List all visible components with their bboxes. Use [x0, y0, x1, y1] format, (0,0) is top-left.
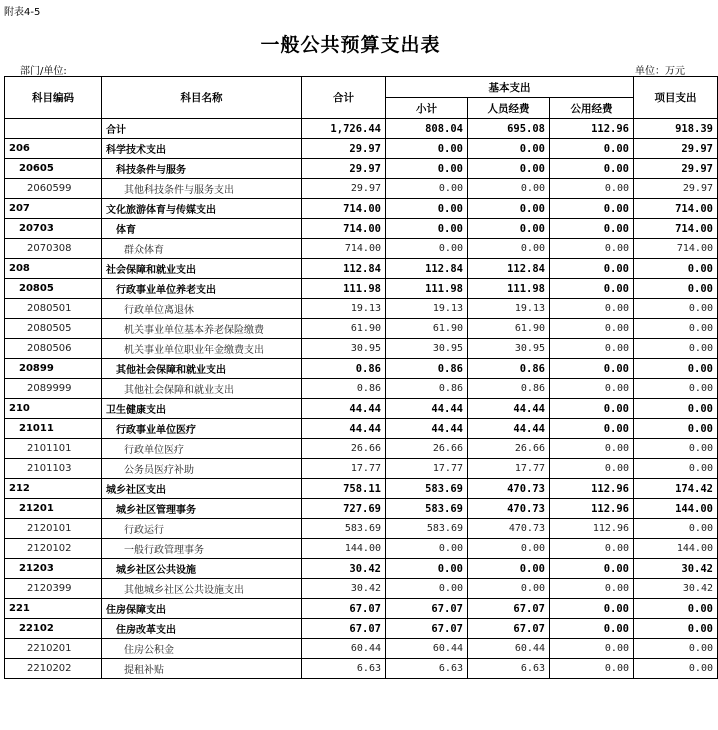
cell-name: 体育 [102, 219, 302, 239]
cell-code: 22102 [5, 619, 102, 639]
cell-subtotal: 583.69 [386, 479, 468, 499]
cell-name: 其他社会保障和就业支出 [102, 359, 302, 379]
cell-name: 城乡社区管理事务 [102, 499, 302, 519]
cell-project: 0.00 [634, 459, 718, 479]
unit-label: 单位：万元 [635, 66, 685, 77]
header-subtotal: 小计 [386, 98, 468, 119]
cell-total: 112.84 [302, 259, 386, 279]
cell-name: 机关事业单位职业年金缴费支出 [102, 339, 302, 359]
cell-subtotal: 30.95 [386, 339, 468, 359]
cell-total: 30.42 [302, 559, 386, 579]
cell-public: 0.00 [550, 439, 634, 459]
cell-total: 727.69 [302, 499, 386, 519]
table-row [5, 559, 718, 579]
cell-project: 0.00 [634, 599, 718, 619]
cell-code: 20899 [5, 359, 102, 379]
cell-total: 29.97 [302, 159, 386, 179]
cell-project: 0.00 [634, 519, 718, 539]
cell-name: 社会保障和就业支出 [102, 259, 302, 279]
cell-subtotal: 60.44 [386, 639, 468, 659]
cell-name: 卫生健康支出 [102, 399, 302, 419]
cell-total: 29.97 [302, 179, 386, 199]
cell-public: 0.00 [550, 139, 634, 159]
cell-name: 群众体育 [102, 239, 302, 259]
cell-personnel: 17.77 [468, 459, 550, 479]
cell-subtotal: 61.90 [386, 319, 468, 339]
cell-code: 207 [5, 199, 102, 219]
cell-public: 0.00 [550, 359, 634, 379]
cell-personnel: 0.00 [468, 159, 550, 179]
cell-public: 0.00 [550, 259, 634, 279]
table-row [5, 419, 718, 439]
cell-code: 2080506 [5, 339, 102, 359]
cell-name: 文化旅游体育与传媒支出 [102, 199, 302, 219]
cell-name: 其他社会保障和就业支出 [102, 379, 302, 399]
table-row [5, 339, 718, 359]
cell-subtotal: 0.86 [386, 379, 468, 399]
cell-subtotal: 0.00 [386, 219, 468, 239]
cell-public: 0.00 [550, 219, 634, 239]
cell-project: 0.00 [634, 619, 718, 639]
cell-code: 20805 [5, 279, 102, 299]
header-name: 科目名称 [102, 77, 302, 119]
cell-personnel: 44.44 [468, 399, 550, 419]
cell-total: 111.98 [302, 279, 386, 299]
cell-public: 0.00 [550, 559, 634, 579]
table-row [5, 139, 718, 159]
cell-name: 行政单位医疗 [102, 439, 302, 459]
annex-label: 附表4-5 [4, 7, 41, 18]
cell-total: 67.07 [302, 599, 386, 619]
cell-total: 758.11 [302, 479, 386, 499]
cell-code: 212 [5, 479, 102, 499]
cell-personnel: 0.86 [468, 379, 550, 399]
cell-name: 公务员医疗补助 [102, 459, 302, 479]
table-row [5, 639, 718, 659]
page-title: 一般公共预算支出表 [260, 34, 441, 56]
cell-total: 144.00 [302, 539, 386, 559]
cell-subtotal: 0.00 [386, 139, 468, 159]
cell-project: 0.00 [634, 279, 718, 299]
cell-code: 210 [5, 399, 102, 419]
cell-total: 714.00 [302, 219, 386, 239]
cell-total: 30.95 [302, 339, 386, 359]
table-row [5, 259, 718, 279]
table-row [5, 239, 718, 259]
cell-personnel: 111.98 [468, 279, 550, 299]
cell-public: 0.00 [550, 659, 634, 679]
table-row [5, 459, 718, 479]
cell-code: 2080501 [5, 299, 102, 319]
table-row [5, 499, 718, 519]
table-row [5, 539, 718, 559]
cell-personnel: 470.73 [468, 519, 550, 539]
cell-public: 112.96 [550, 119, 634, 139]
department-label: 部门/单位: [20, 66, 67, 77]
cell-name: 其他科技条件与服务支出 [102, 179, 302, 199]
cell-name: 行政单位离退休 [102, 299, 302, 319]
cell-code: 2080505 [5, 319, 102, 339]
cell-public: 0.00 [550, 619, 634, 639]
table-row [5, 519, 718, 539]
cell-public: 112.96 [550, 499, 634, 519]
cell-public: 0.00 [550, 579, 634, 599]
cell-project: 714.00 [634, 239, 718, 259]
cell-name: 机关事业单位基本养老保险缴费 [102, 319, 302, 339]
cell-public: 0.00 [550, 159, 634, 179]
budget-table [4, 76, 718, 679]
header-personnel: 人员经费 [468, 98, 550, 119]
cell-public: 0.00 [550, 319, 634, 339]
cell-personnel: 6.63 [468, 659, 550, 679]
cell-project: 918.39 [634, 119, 718, 139]
cell-total: 0.86 [302, 359, 386, 379]
cell-project: 29.97 [634, 139, 718, 159]
table-row [5, 299, 718, 319]
cell-subtotal: 0.86 [386, 359, 468, 379]
cell-public: 0.00 [550, 199, 634, 219]
cell-subtotal: 67.07 [386, 599, 468, 619]
header-project: 项目支出 [634, 77, 718, 119]
cell-personnel: 60.44 [468, 639, 550, 659]
cell-name: 科技条件与服务 [102, 159, 302, 179]
cell-name: 其他城乡社区公共设施支出 [102, 579, 302, 599]
cell-subtotal: 0.00 [386, 559, 468, 579]
table-row [5, 279, 718, 299]
cell-name: 行政事业单位养老支出 [102, 279, 302, 299]
cell-total: 61.90 [302, 319, 386, 339]
cell-public: 0.00 [550, 339, 634, 359]
cell-subtotal: 44.44 [386, 399, 468, 419]
table-row [5, 179, 718, 199]
cell-public: 0.00 [550, 399, 634, 419]
cell-public: 0.00 [550, 459, 634, 479]
cell-personnel: 112.84 [468, 259, 550, 279]
cell-public: 0.00 [550, 539, 634, 559]
cell-personnel: 0.00 [468, 139, 550, 159]
cell-subtotal: 0.00 [386, 579, 468, 599]
cell-subtotal: 583.69 [386, 499, 468, 519]
cell-public: 0.00 [550, 639, 634, 659]
cell-code: 2120399 [5, 579, 102, 599]
cell-personnel: 0.86 [468, 359, 550, 379]
cell-code: 2120101 [5, 519, 102, 539]
cell-project: 30.42 [634, 579, 718, 599]
cell-personnel: 0.00 [468, 559, 550, 579]
cell-project: 0.00 [634, 379, 718, 399]
cell-project: 0.00 [634, 319, 718, 339]
cell-subtotal: 0.00 [386, 179, 468, 199]
cell-subtotal: 44.44 [386, 419, 468, 439]
cell-total: 67.07 [302, 619, 386, 639]
cell-personnel: 470.73 [468, 499, 550, 519]
cell-project: 144.00 [634, 499, 718, 519]
cell-name: 行政运行 [102, 519, 302, 539]
table-row [5, 379, 718, 399]
cell-name: 城乡社区公共设施 [102, 559, 302, 579]
cell-code: 2120102 [5, 539, 102, 559]
table-row [5, 219, 718, 239]
cell-code: 21011 [5, 419, 102, 439]
table-body [5, 119, 718, 679]
cell-personnel: 695.08 [468, 119, 550, 139]
table-row [5, 619, 718, 639]
cell-total: 0.86 [302, 379, 386, 399]
cell-code: 21201 [5, 499, 102, 519]
header-public: 公用经费 [550, 98, 634, 119]
cell-personnel: 0.00 [468, 219, 550, 239]
cell-public: 0.00 [550, 179, 634, 199]
cell-personnel: 470.73 [468, 479, 550, 499]
cell-personnel: 67.07 [468, 619, 550, 639]
cell-subtotal: 111.98 [386, 279, 468, 299]
cell-personnel: 61.90 [468, 319, 550, 339]
cell-code: 21203 [5, 559, 102, 579]
cell-subtotal: 67.07 [386, 619, 468, 639]
cell-project: 29.97 [634, 159, 718, 179]
cell-subtotal: 0.00 [386, 539, 468, 559]
cell-code: 20703 [5, 219, 102, 239]
cell-project: 714.00 [634, 199, 718, 219]
cell-subtotal: 19.13 [386, 299, 468, 319]
cell-project: 0.00 [634, 439, 718, 459]
cell-code: 2101101 [5, 439, 102, 459]
cell-code: 2210201 [5, 639, 102, 659]
cell-subtotal: 17.77 [386, 459, 468, 479]
cell-total: 60.44 [302, 639, 386, 659]
cell-public: 0.00 [550, 419, 634, 439]
cell-total: 44.44 [302, 399, 386, 419]
cell-personnel: 0.00 [468, 579, 550, 599]
cell-public: 112.96 [550, 519, 634, 539]
table-row [5, 359, 718, 379]
table-row [5, 439, 718, 459]
cell-project: 0.00 [634, 659, 718, 679]
cell-code: 2060599 [5, 179, 102, 199]
cell-personnel: 30.95 [468, 339, 550, 359]
cell-total: 714.00 [302, 199, 386, 219]
cell-project: 0.00 [634, 399, 718, 419]
cell-subtotal: 0.00 [386, 239, 468, 259]
cell-total: 29.97 [302, 139, 386, 159]
cell-project: 0.00 [634, 339, 718, 359]
cell-code: 2210202 [5, 659, 102, 679]
cell-personnel: 26.66 [468, 439, 550, 459]
cell-personnel: 0.00 [468, 539, 550, 559]
cell-code: 206 [5, 139, 102, 159]
cell-total: 44.44 [302, 419, 386, 439]
table-row [5, 319, 718, 339]
cell-total: 714.00 [302, 239, 386, 259]
table-row [5, 659, 718, 679]
cell-name: 住房公积金 [102, 639, 302, 659]
cell-project: 714.00 [634, 219, 718, 239]
table-row [5, 399, 718, 419]
cell-public: 0.00 [550, 599, 634, 619]
cell-project: 174.42 [634, 479, 718, 499]
cell-subtotal: 6.63 [386, 659, 468, 679]
table-row [5, 599, 718, 619]
cell-code: 208 [5, 259, 102, 279]
cell-subtotal: 583.69 [386, 519, 468, 539]
cell-code: 2101103 [5, 459, 102, 479]
cell-public: 0.00 [550, 239, 634, 259]
cell-personnel: 19.13 [468, 299, 550, 319]
table-row [5, 159, 718, 179]
cell-subtotal: 0.00 [386, 199, 468, 219]
cell-personnel: 0.00 [468, 199, 550, 219]
cell-name: 合计 [102, 119, 302, 139]
cell-project: 0.00 [634, 639, 718, 659]
cell-total: 1,726.44 [302, 119, 386, 139]
cell-name: 行政事业单位医疗 [102, 419, 302, 439]
cell-name: 科学技术支出 [102, 139, 302, 159]
table-row [5, 479, 718, 499]
cell-name: 一般行政管理事务 [102, 539, 302, 559]
cell-personnel: 0.00 [468, 239, 550, 259]
cell-project: 0.00 [634, 359, 718, 379]
cell-total: 30.42 [302, 579, 386, 599]
cell-subtotal: 808.04 [386, 119, 468, 139]
cell-personnel: 67.07 [468, 599, 550, 619]
cell-name: 住房保障支出 [102, 599, 302, 619]
cell-total: 19.13 [302, 299, 386, 319]
table-header [5, 77, 718, 119]
cell-total: 583.69 [302, 519, 386, 539]
header-basic: 基本支出 [386, 77, 634, 98]
cell-subtotal: 26.66 [386, 439, 468, 459]
cell-total: 6.63 [302, 659, 386, 679]
cell-code: 2070308 [5, 239, 102, 259]
cell-code: 221 [5, 599, 102, 619]
cell-code [5, 119, 102, 139]
cell-project: 0.00 [634, 259, 718, 279]
header-total: 合计 [302, 77, 386, 119]
table-row [5, 199, 718, 219]
cell-code: 20605 [5, 159, 102, 179]
cell-public: 0.00 [550, 379, 634, 399]
cell-project: 30.42 [634, 559, 718, 579]
cell-project: 0.00 [634, 299, 718, 319]
cell-public: 0.00 [550, 299, 634, 319]
cell-code: 2089999 [5, 379, 102, 399]
cell-subtotal: 0.00 [386, 159, 468, 179]
cell-personnel: 0.00 [468, 179, 550, 199]
cell-total: 26.66 [302, 439, 386, 459]
cell-name: 住房改革支出 [102, 619, 302, 639]
cell-subtotal: 112.84 [386, 259, 468, 279]
cell-public: 0.00 [550, 279, 634, 299]
cell-project: 0.00 [634, 419, 718, 439]
header-code: 科目编码 [5, 77, 102, 119]
cell-project: 144.00 [634, 539, 718, 559]
cell-project: 29.97 [634, 179, 718, 199]
cell-total: 17.77 [302, 459, 386, 479]
cell-public: 112.96 [550, 479, 634, 499]
cell-personnel: 44.44 [468, 419, 550, 439]
table-row [5, 579, 718, 599]
cell-name: 城乡社区支出 [102, 479, 302, 499]
cell-name: 提租补贴 [102, 659, 302, 679]
table-row [5, 119, 718, 139]
